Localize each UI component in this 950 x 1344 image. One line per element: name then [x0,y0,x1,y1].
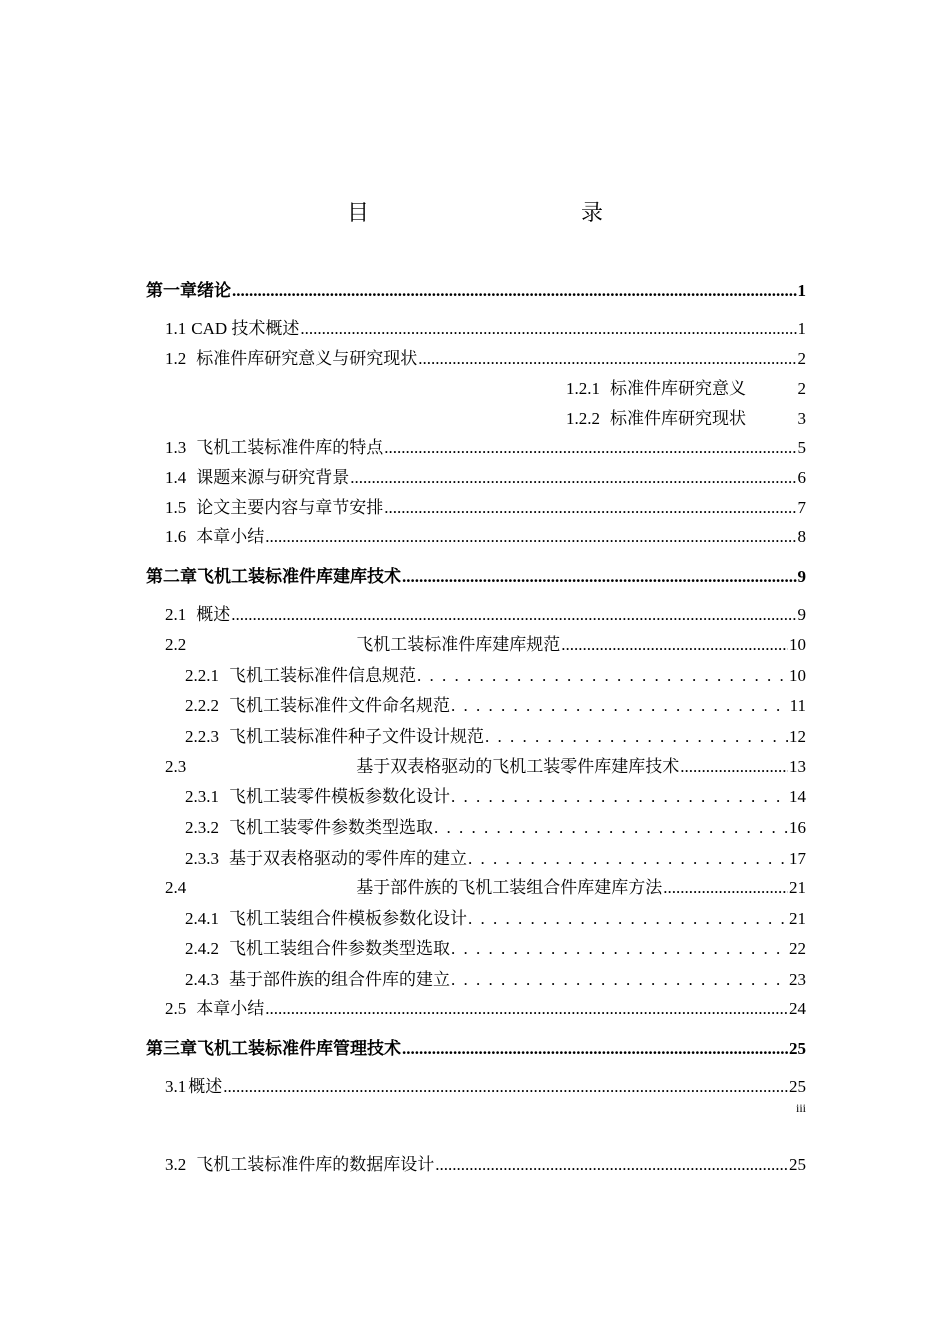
toc-page: 10 [789,666,806,685]
toc-text: 标准件库研究意义与研究现状 [196,349,418,368]
page-number-footer: iii [795,1101,806,1115]
toc-number: 1.6 [165,527,187,546]
toc-entry-3-2[interactable] [165,1154,806,1176]
toc-page: 14 [789,787,806,806]
toc-leader [418,348,796,370]
toc-number: 2.3.2 [185,818,219,837]
toc-page: 17 [789,849,806,868]
toc-text: 标准件库研究现状 [610,409,746,428]
toc-text: 飞机工装标准件库的数据库设计 [196,1155,435,1174]
toc-number: 1.1 [165,319,187,338]
toc-page: 10 [789,635,806,654]
toc-leader [384,497,796,519]
toc-text: 论文主要内容与章节安排 [196,498,384,517]
toc-leader [561,634,788,656]
toc-number: 2.3.1 [185,787,219,806]
toc-entry-1-3[interactable] [165,437,806,459]
toc-leader [451,786,788,808]
toc-page: 22 [789,939,806,958]
toc-leader [451,969,788,991]
toc-entry-2-3-3[interactable] [185,848,806,870]
toc-entry-1-2-1[interactable] [566,378,806,400]
toc-page: 3 [797,409,806,428]
toc-page: 1 [797,281,806,300]
toc-text: 本章小结 [196,527,265,546]
toc-text: 飞机工装标准件库建库规范 [356,635,561,654]
toc-page: 25 [789,1155,806,1174]
toc-leader [265,998,788,1020]
toc-number: 2.2.3 [185,727,219,746]
toc-chapter-1[interactable] [146,280,806,302]
toc-leader [232,280,797,302]
toc-text: 飞机工装组合件模板参数化设计 [229,909,467,928]
toc-entry-2-3[interactable] [165,756,806,778]
toc-number: 1.2.1 [566,379,600,398]
toc-text: 飞机工装零件参数类型选取 [229,818,433,837]
toc-page: 21 [789,878,806,897]
toc-leader [231,604,796,626]
toc-entry-2-2-3[interactable] [185,726,806,748]
toc-page: 25 [789,1077,806,1096]
toc-number: 第一章 [146,281,197,300]
toc-leader [265,526,796,548]
toc-page: 9 [797,567,806,586]
toc-text: 概述 [188,1077,223,1096]
toc-text: 飞机工装标准件库管理技术 [197,1039,401,1058]
toc-entry-1-1[interactable] [165,318,806,340]
toc-entry-2-3-1[interactable] [185,786,806,808]
toc-number: 2.2 [165,635,187,654]
toc-number: 2.2.2 [185,696,219,715]
toc-page: 5 [797,438,806,457]
toc-leader [468,848,788,870]
toc-entry-3-1[interactable] [165,1076,806,1098]
toc-number: 2.3.3 [185,849,219,868]
toc-text: 飞机工装标准件信息规范 [229,666,416,685]
toc-entry-2-5[interactable] [165,998,806,1020]
toc-number: 第三章 [146,1039,197,1058]
toc-number: 第二章 [146,567,197,586]
toc-page: 21 [789,909,806,928]
toc-page: 25 [789,1039,806,1058]
toc-number: 1.2.2 [566,409,600,428]
toc-leader [402,1038,788,1060]
toc-text: 课题来源与研究背景 [196,468,350,487]
toc-leader [434,817,788,839]
toc-entry-2-4-3[interactable] [185,969,806,991]
toc-number: 2.3 [165,757,187,776]
toc-entry-1-2[interactable] [165,348,806,370]
toc-number: 2.4.1 [185,909,219,928]
toc-entry-1-6[interactable] [165,526,806,548]
toc-number: 1.5 [165,498,187,517]
toc-number: 1.2 [165,349,187,368]
toc-number: 2.1 [165,605,187,624]
toc-entry-2-4-2[interactable] [185,938,806,960]
toc-text: 本章小结 [196,999,265,1018]
toc-page: 13 [789,757,806,776]
toc-number: 1.3 [165,438,187,457]
toc-page: 7 [797,498,806,517]
toc-leader [435,1154,788,1176]
toc-number: 2.4.2 [185,939,219,958]
toc-text: 标准件库研究意义 [610,379,746,398]
toc-text: 概述 [196,605,231,624]
toc-text: 飞机工装标准件种子文件设计规范 [229,727,484,746]
toc-page: 2 [797,379,806,398]
toc-leader [300,318,796,340]
toc-text: 飞机工装组合件参数类型选取 [229,939,450,958]
toc-number: 1.4 [165,468,187,487]
toc-entry-2-1[interactable] [165,604,806,626]
toc-page: 8 [797,527,806,546]
toc-number: 2.4.3 [185,970,219,989]
toc-number: 3.2 [165,1155,187,1174]
toc-leader [663,877,788,899]
toc-page: 6 [797,468,806,487]
toc-entry-2-2[interactable] [165,634,806,656]
toc-entry-2-2-1[interactable] [185,665,806,687]
toc-page: 2 [797,349,806,368]
toc-chapter-2[interactable] [146,566,806,588]
toc-entry-2-2-2[interactable] [185,695,806,717]
toc-leader [468,908,788,930]
toc-text: 飞机工装标准件库的特点 [196,438,384,457]
toc-entry-1-2-2[interactable] [566,408,806,430]
toc-text: 基于部件族的飞机工装组合件库建库方法 [356,878,663,897]
toc-title: 目 录 [346,200,659,225]
toc-text: 基于部件族的组合件库的建立 [229,970,450,989]
toc-entry-2-3-2[interactable] [185,817,806,839]
toc-entry-2-4[interactable] [165,877,806,899]
toc-text: 基于双表格驱动的飞机工装零件库建库技术 [356,757,680,776]
toc-number: 2.4 [165,878,187,897]
toc-number: 3.1 [165,1077,187,1096]
toc-page: 24 [789,999,806,1018]
toc-text: 绪论 [197,281,231,300]
toc-leader [417,665,788,687]
toc-text: 飞机工装标准件文件命名规范 [229,696,450,715]
toc-page: 11 [789,696,806,715]
toc-number: 2.2.1 [185,666,219,685]
toc-page: 1 [797,319,806,338]
toc-leader [223,1076,788,1098]
toc-leader [451,938,788,960]
toc-text: CAD 技术概述 [191,319,300,338]
toc-page: 16 [789,818,806,837]
toc-leader [384,437,796,459]
toc-text: 飞机工装标准件库建库技术 [197,567,401,586]
toc-text: 基于双表格驱动的零件库的建立 [229,849,467,868]
toc-leader [680,756,788,778]
toc-chapter-3[interactable] [146,1038,806,1060]
toc-leader [402,566,797,588]
toc-text: 飞机工装零件模板参数化设计 [229,787,450,806]
toc-leader [350,467,796,489]
toc-leader [485,726,788,748]
toc-entry-1-4[interactable] [165,467,806,489]
toc-entry-1-5[interactable] [165,497,806,519]
toc-page: 23 [789,970,806,989]
toc-number: 2.5 [165,999,187,1018]
toc-page: 12 [789,727,806,746]
toc-leader [451,695,789,717]
toc-entry-2-4-1[interactable] [185,908,806,930]
toc-page: 9 [797,605,806,624]
